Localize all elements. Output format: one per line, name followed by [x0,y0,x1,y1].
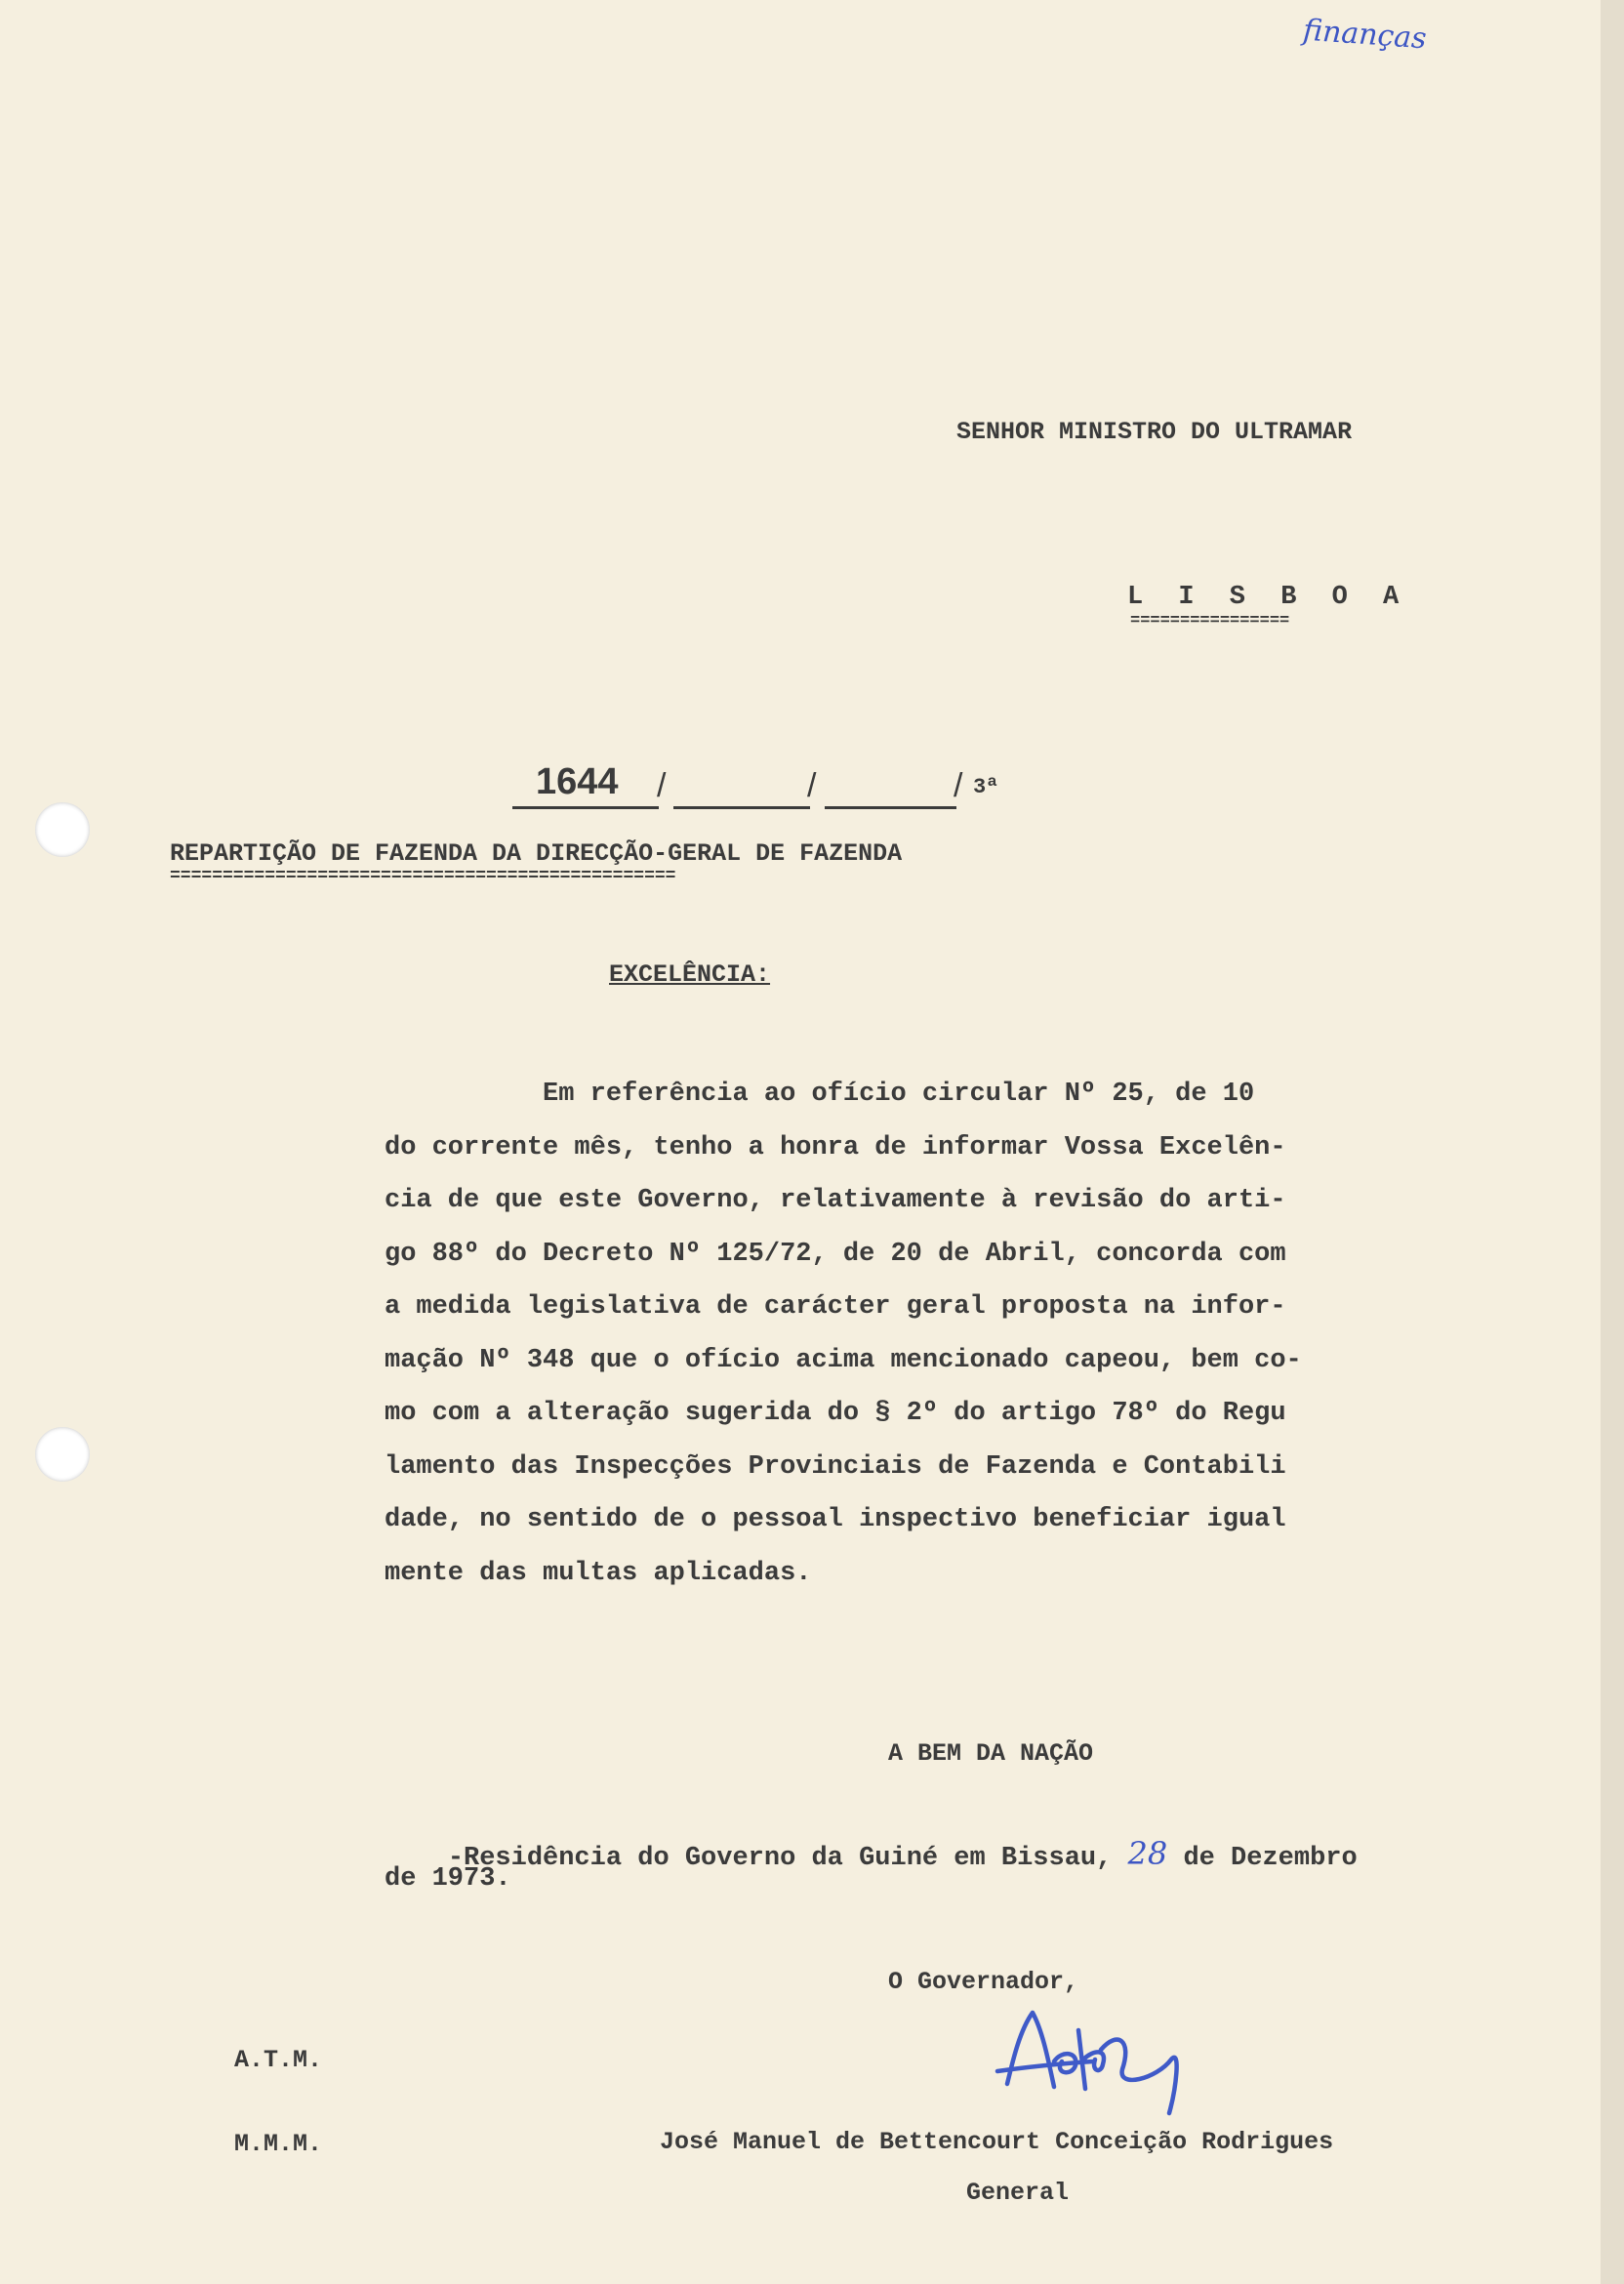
reference-line [512,761,1020,810]
city-line: L I S B O A [1127,583,1409,612]
initials-typist: A.T.M. [234,2046,323,2074]
body-line: a medida legislativa de carácter geral proposta na infor- [385,1292,1286,1322]
place-date-month: de Dezembro [1167,1844,1358,1873]
signatory-name: José Manuel de Bettencourt Conceição Rodrigues [660,2128,1334,2156]
place-date-text: -Residência do Governo da Guiné em Bissau, [447,1844,1128,1873]
reference-blank-2 [825,806,956,809]
salutation: EXCELÊNCIA: [609,960,771,989]
handwritten-day: 28 [1127,1835,1168,1872]
body-line: mente das multas aplicadas. [385,1558,812,1588]
handwritten-signature [986,1991,1210,2118]
reference-slash-1: / [657,767,667,804]
reference-slash-3: / [954,767,963,804]
place-date [385,1806,1358,1902]
body-line: Em referência ao ofício circular Nº 25, de 10 [385,1080,1255,1109]
initials-secondary: M.M.M. [234,2130,323,2158]
department-underline: ================================================ [170,867,676,886]
recipient-line: SENHOR MINISTRO DO ULTRAMAR [956,418,1353,446]
department-heading: REPARTIÇÃO DE FAZENDA DA DIRECÇÃO-GERAL DE FAZENDA [170,839,903,868]
body-line: do corrente mês, tenho a honra de informar Vossa Excelên- [385,1132,1286,1162]
reference-number-underline [512,806,659,809]
page-edge [1601,0,1624,2284]
body-line: mo com a alteração sugerida do § 2º do artigo 78º do Regu [385,1399,1286,1428]
reference-number: 1644 [536,761,619,802]
reference-slash-2: / [807,767,817,804]
city-underline: ================ [1130,612,1290,631]
reference-blank-1 [673,806,810,809]
reference-suffix: 3ª [973,775,999,799]
body-line: mação Nº 348 que o ofício acima mencionado capeou, bem co- [385,1345,1302,1375]
handwritten-annotation: finanças [1301,13,1428,57]
place-date-year: de 1973. [385,1864,511,1894]
letter-body [385,1080,1474,1611]
body-line: cia de que este Governo, relativamente à revisão do arti- [385,1186,1286,1215]
signatory-title: O Governador, [888,1968,1079,1996]
signatory-rank: General [966,2179,1070,2207]
closing-formula: A BEM DA NAÇÃO [888,1739,1094,1768]
punch-hole-top [35,802,90,857]
body-line: lamento das Inspecções Provinciais de Fazenda e Contabili [385,1451,1286,1482]
body-line: go 88º do Decreto Nº 125/72, de 20 de Abril, concorda com [385,1239,1286,1269]
body-line: dade, no sentido de o pessoal inspectivo beneficiar igual [385,1505,1286,1534]
punch-hole-bottom [35,1427,90,1482]
